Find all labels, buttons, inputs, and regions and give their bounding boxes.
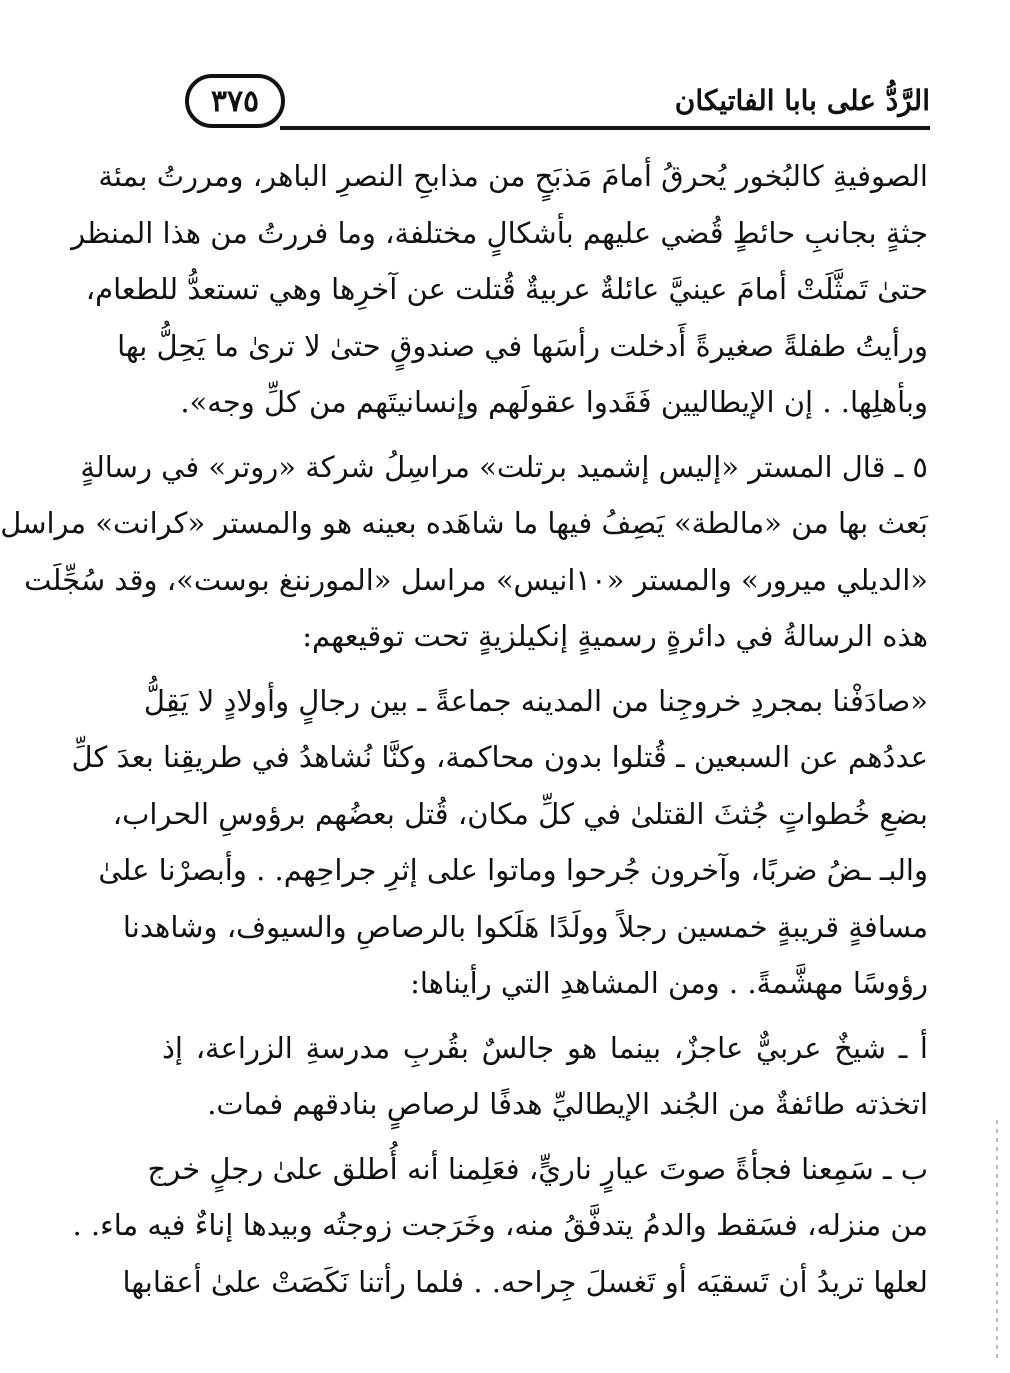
text-line: ب ـ سَمِعنا فجأةً صوتَ عيارٍ ناريٍّ، فعَلِمنا أنه أُطلق علىٰ رجلٍ خرج [147, 1151, 928, 1186]
paragraph-3 [71, 673, 928, 1012]
text-line: من منزله، فسَقط والدمُ يتدفَّقُ منه، وخَرَجت زوجتُه وبيدها إناءٌ فيه ماء. . [72, 1208, 928, 1242]
text-line: عددُهم عن السبعين ـ قُتلوا بدون محاكمة، وكنَّا نُشاهدُ في طريقِنا بعدَ كلِّ [71, 740, 928, 774]
text-line: وبأهلِها. . إن الإيطاليين فَقَدوا عقولَهم وإنسانيتَهم من كلِّ وجه». [180, 385, 928, 419]
paragraph-4 [162, 1020, 928, 1133]
paragraph-1 [71, 148, 928, 431]
text-line: والبـ ـضُ ضربًا، وآخرون جُرحوا وماتوا على إثرِ جراحِهم. . وأبصرْنا علىٰ [98, 853, 928, 887]
text-line: رؤوسًا مهشَّمةً. . ومن المشاهدِ التي رأيناها: [410, 966, 928, 1000]
header-rule [280, 126, 930, 130]
text-line: حتىٰ تَمثَّلَتْ أمامَ عينيَّ عائلةٌ عربيةٌ قُتلت عن آخرِها وهي تستعدُّ للطعام، [85, 272, 928, 306]
text-line: بَعث بها من «مالطة» يَصِفُ فيها ما شاهَده بعينه هو والمستر «كرانت» مراسل [0, 506, 928, 540]
page-header [185, 70, 930, 132]
paragraph-5 [72, 1141, 928, 1311]
scan-edge-mark [996, 1120, 998, 1360]
text-line: اتخذته طائفةٌ من الجُند الإيطاليِّ هدفًا لرصاصٍ بنادقهم فمات. [207, 1087, 928, 1121]
page-number: ٣٧٥ [185, 74, 285, 128]
paragraph-2 [0, 439, 928, 665]
body-text [0, 148, 928, 1318]
running-title: الرَّدُّ على بابا الفاتيكان [674, 84, 930, 117]
text-line: جثةٍ بجانبِ حائطٍ قُضي عليهم بأشكالٍ مختلفة، وما فررتُ من هذا المنظر [71, 215, 928, 250]
text-line: بضعِ خُطواتٍ جُثثَ القتلىٰ في كلِّ مكان، قُتل بعضُهم برؤوسِ الحراب، [112, 796, 928, 831]
text-line: «صادَفْنا بمجردِ خروجِنا من المدينه جماعةً ـ بين رجالٍ وأولادٍ لا يَقِلُّ [143, 683, 928, 718]
text-line: ورأيتُ طفلةً صغيرةً أَدخلت رأسَها في صندوقٍ حتىٰ لا ترىٰ ما يَحِلُّ بها [117, 328, 928, 363]
text-line: مسافةٍ قريبةٍ خمسين رجلاً وولَدًا هَلَكوا بالرصاصِ والسيوف، وشاهدنا [122, 909, 928, 944]
text-line: هذه الرسالةُ في دائرةٍ رسميةٍ إنكيلزيةٍ تحت توقيعهم: [302, 619, 928, 653]
text-line: أ ـ شيخٌ عربيٌّ عاجزٌ، بينما هو جالسٌ بقُربِ مدرسةِ الزراعة، إذ [162, 1030, 928, 1065]
text-line: ٥ ـ قال المستر «إليس إشميد برتلت» مراسِلُ شركة «روتر» في رسالةٍ [80, 449, 928, 484]
text-line: «الديلي ميرور» والمستر «١٠انيس» مراسل «المورننغ بوست»، وقد سُجِّلَت [24, 562, 928, 597]
text-line: الصوفيةِ كالبُخور يُحرقُ أمامَ مَذبَحٍ من مذابحِ النصرِ الباهر، ومررتُ بمئة [98, 159, 928, 193]
text-line: لعلها تريدُ أن تَسقيَه أو تَغسلَ جِراحه. . فلما رأتنا نَكَصَتْ علىٰ أعقابها [122, 1264, 928, 1299]
